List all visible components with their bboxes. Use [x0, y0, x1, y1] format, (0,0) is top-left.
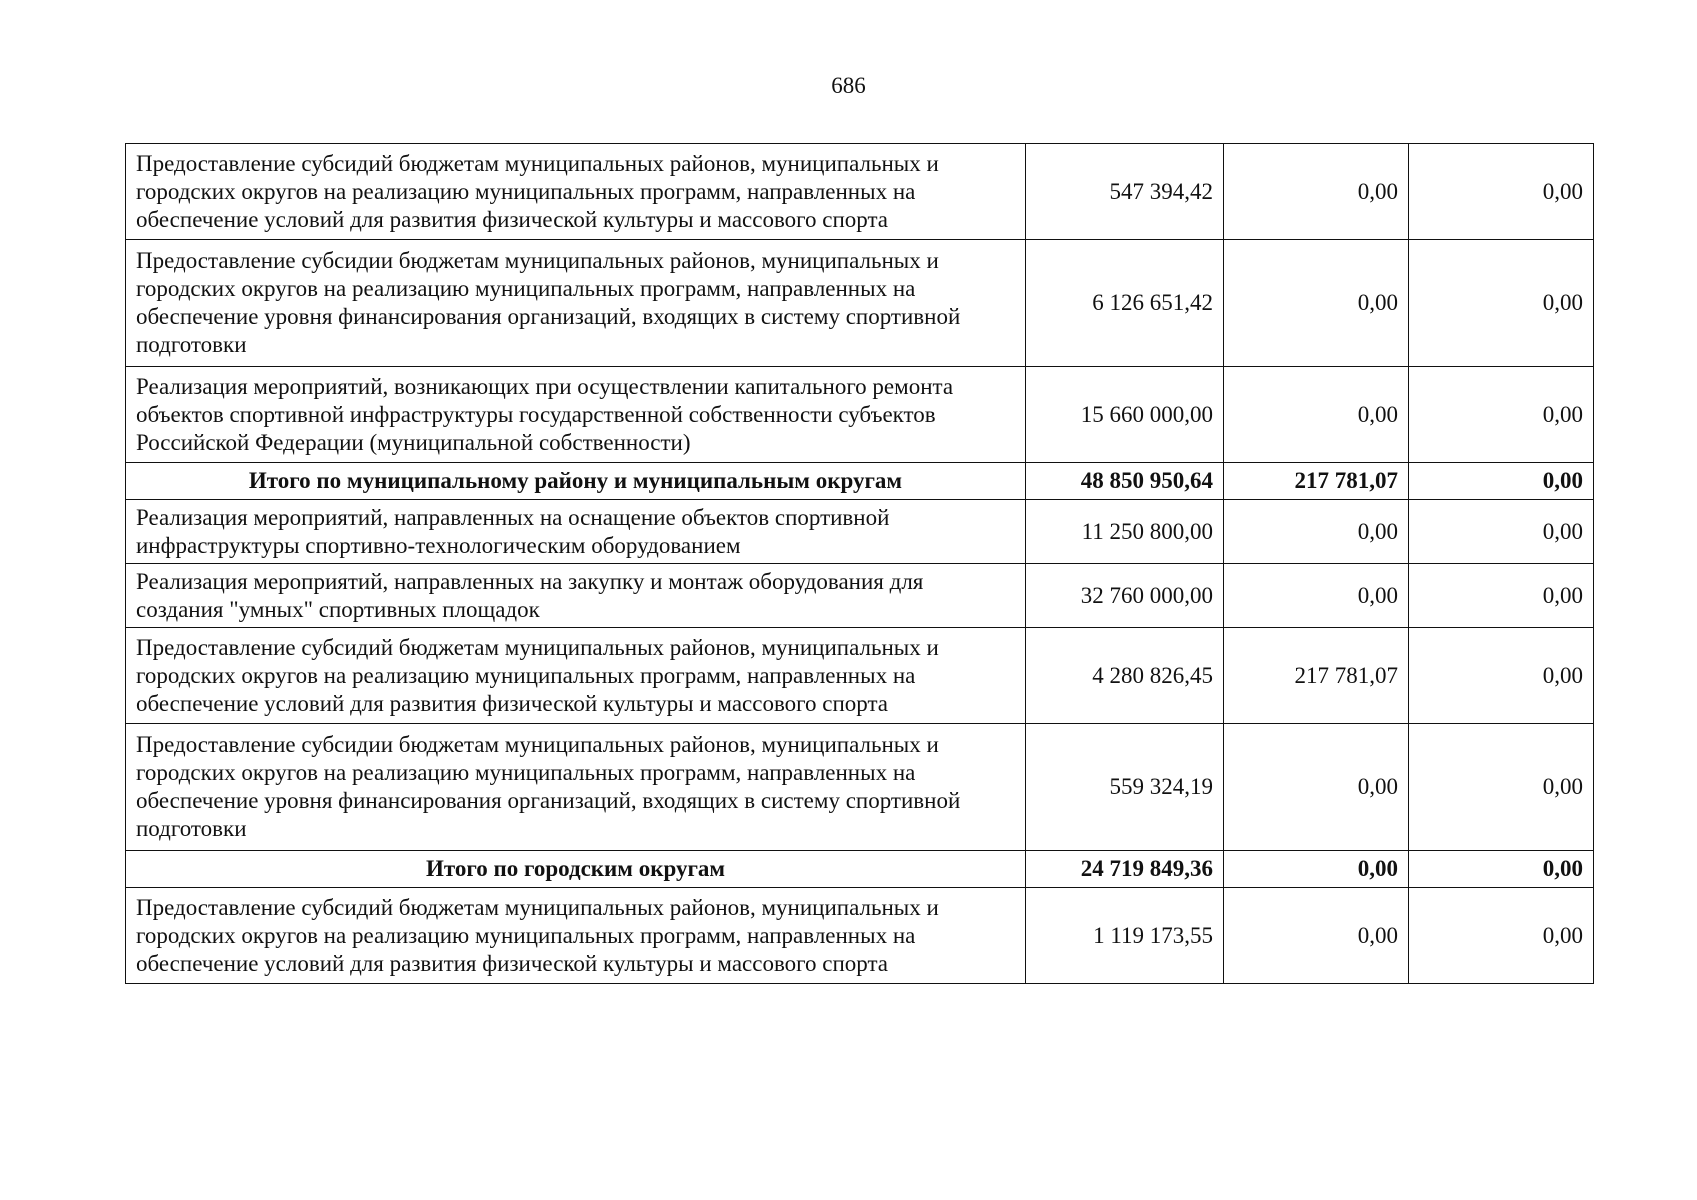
- row-value-3: 0,00: [1409, 144, 1594, 240]
- row-value-1: 15 660 000,00: [1026, 367, 1224, 463]
- row-description: Реализация мероприятий, возникающих при осуществлении капитального ремонта объектов спортивной инфраструктуры государственной собственности субъектов Российской Федерации (муниципальной собственности): [126, 367, 1026, 463]
- row-value-1: 11 250 800,00: [1026, 500, 1224, 564]
- subtotal-value-1: 48 850 950,64: [1026, 463, 1224, 500]
- subtotal-label: Итого по муниципальному району и муниципальным округам: [126, 463, 1026, 500]
- table-row: [126, 724, 1594, 851]
- page-number: 686: [831, 73, 866, 98]
- table-row: [126, 240, 1594, 367]
- row-value-2: 0,00: [1224, 240, 1409, 367]
- subtotal-value-1: 24 719 849,36: [1026, 851, 1224, 888]
- row-description: Реализация мероприятий, направленных на оснащение объектов спортивной инфраструктуры спортивно-технологическим оборудованием: [126, 500, 1026, 564]
- row-value-3: 0,00: [1409, 367, 1594, 463]
- row-description: Предоставление субсидий бюджетам муниципальных районов, муниципальных и городских округов на реализацию муниципальных программ, направленных на обеспечение условий для развития физической культуры и массового спорта: [126, 144, 1026, 240]
- subtotal-value-3: 0,00: [1409, 463, 1594, 500]
- row-value-3: 0,00: [1409, 240, 1594, 367]
- row-value-2: 0,00: [1224, 724, 1409, 851]
- row-value-2: 0,00: [1224, 144, 1409, 240]
- table-row: [126, 628, 1594, 724]
- row-value-1: 32 760 000,00: [1026, 564, 1224, 628]
- budget-table: [125, 143, 1594, 984]
- row-value-1: 1 119 173,55: [1026, 888, 1224, 984]
- row-value-3: 0,00: [1409, 888, 1594, 984]
- row-value-2: 0,00: [1224, 888, 1409, 984]
- table-row: [126, 888, 1594, 984]
- row-value-2: 0,00: [1224, 564, 1409, 628]
- subtotal-value-3: 0,00: [1409, 851, 1594, 888]
- row-value-1: 4 280 826,45: [1026, 628, 1224, 724]
- row-value-3: 0,00: [1409, 500, 1594, 564]
- table-row: [126, 367, 1594, 463]
- row-value-2: 0,00: [1224, 367, 1409, 463]
- table-row: [126, 144, 1594, 240]
- row-description: Предоставление субсидий бюджетам муниципальных районов, муниципальных и городских округов на реализацию муниципальных программ, направленных на обеспечение условий для развития физической культуры и массового спорта: [126, 628, 1026, 724]
- table-row: [126, 564, 1594, 628]
- table-row: [126, 500, 1594, 564]
- row-value-3: 0,00: [1409, 724, 1594, 851]
- row-value-2: 0,00: [1224, 500, 1409, 564]
- subtotal-value-2: 217 781,07: [1224, 463, 1409, 500]
- row-value-3: 0,00: [1409, 628, 1594, 724]
- subtotal-value-2: 0,00: [1224, 851, 1409, 888]
- row-value-1: 6 126 651,42: [1026, 240, 1224, 367]
- subtotal-row: [126, 463, 1594, 500]
- row-value-1: 559 324,19: [1026, 724, 1224, 851]
- row-description: Реализация мероприятий, направленных на закупку и монтаж оборудования для создания "умных" спортивных площадок: [126, 564, 1026, 628]
- row-value-2: 217 781,07: [1224, 628, 1409, 724]
- row-value-1: 547 394,42: [1026, 144, 1224, 240]
- row-description: Предоставление субсидий бюджетам муниципальных районов, муниципальных и городских округов на реализацию муниципальных программ, направленных на обеспечение условий для развития физической культуры и массового спорта: [126, 888, 1026, 984]
- row-description: Предоставление субсидии бюджетам муниципальных районов, муниципальных и городских округов на реализацию муниципальных программ, направленных на обеспечение уровня финансирования организаций, входящих в систему спортивной подготовки: [126, 240, 1026, 367]
- subtotal-row: [126, 851, 1594, 888]
- row-description: Предоставление субсидии бюджетам муниципальных районов, муниципальных и городских округов на реализацию муниципальных программ, направленных на обеспечение уровня финансирования организаций, входящих в систему спортивной подготовки: [126, 724, 1026, 851]
- subtotal-label: Итого по городским округам: [126, 851, 1026, 888]
- row-value-3: 0,00: [1409, 564, 1594, 628]
